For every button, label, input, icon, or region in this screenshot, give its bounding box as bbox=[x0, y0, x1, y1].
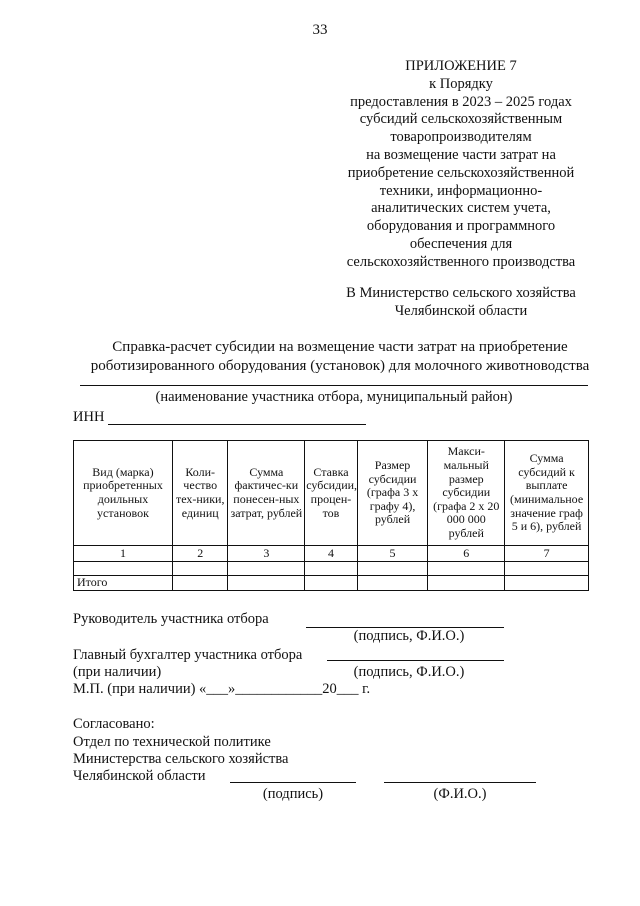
column-header: Вид (марка) приобретенных доильных установок bbox=[74, 441, 173, 546]
appendix-line: к Порядку bbox=[429, 75, 493, 92]
appendix-header bbox=[336, 58, 586, 272]
appendix-line: аналитических систем учета, bbox=[371, 200, 551, 217]
page-number: 33 bbox=[312, 22, 328, 38]
column-number: 3 bbox=[228, 546, 305, 562]
column-header: Сумма фактичес-ки понесен-ных затрат, рублей bbox=[228, 441, 305, 546]
column-number: 4 bbox=[305, 546, 358, 562]
total-label: Итого bbox=[74, 576, 173, 591]
head-signature-label: Руководитель участника отбора bbox=[73, 611, 269, 627]
column-header: Ставка субсидии, процен-тов bbox=[305, 441, 358, 546]
table-cell[interactable] bbox=[505, 576, 589, 591]
column-header: Размер субсидии (графа 3 х графу 4), рублей bbox=[357, 441, 428, 546]
addressee-line: В Министерство сельского хозяйства bbox=[346, 285, 576, 301]
accountant-signature-caption: (подпись, Ф.И.О.) bbox=[353, 664, 465, 680]
table-cell[interactable] bbox=[228, 576, 305, 591]
appendix-line: оборудования и программного bbox=[366, 218, 556, 235]
table-cell[interactable] bbox=[172, 576, 228, 591]
column-header: Коли-чество тех-ники, единиц bbox=[172, 441, 228, 546]
table-cell[interactable] bbox=[305, 562, 358, 576]
appendix-title: ПРИЛОЖЕНИЕ 7 bbox=[405, 58, 517, 74]
head-signature-caption: (подпись, Ф.И.О.) bbox=[353, 628, 465, 644]
appendix-line: техники, информационно- bbox=[379, 182, 543, 199]
table-cell[interactable] bbox=[357, 562, 428, 576]
document-title-line: роботизированного оборудования (установок) для молочного животноводства bbox=[90, 358, 590, 374]
document-title-line: Справка-расчет субсидии на возмещение части затрат на приобретение bbox=[112, 339, 568, 355]
table-cell[interactable] bbox=[305, 576, 358, 591]
column-number: 2 bbox=[172, 546, 228, 562]
addressee bbox=[336, 284, 586, 320]
column-header: Макси-мальный размер субсидии (графа 2 х 20 000 000 рублей bbox=[428, 441, 505, 546]
subsidy-calculation-table bbox=[73, 440, 589, 591]
table-cell[interactable] bbox=[428, 562, 505, 576]
document-title bbox=[60, 338, 620, 376]
stamp-date-line: М.П. (при наличии) «___»____________20___ г. bbox=[73, 681, 371, 697]
table-row bbox=[74, 562, 589, 576]
participant-name-caption: (наименование участника отбора, муниципальный район) bbox=[155, 389, 513, 405]
table-cell[interactable] bbox=[74, 562, 173, 576]
addressee-line: Челябинской области bbox=[394, 303, 528, 319]
accountant-note: (при наличии) bbox=[73, 664, 162, 680]
inn-label: ИНН bbox=[73, 409, 105, 425]
approval-name-caption: (Ф.И.О.) bbox=[433, 786, 487, 802]
column-number: 6 bbox=[428, 546, 505, 562]
appendix-line: товаропроизводителям bbox=[390, 129, 532, 146]
approval-line: Челябинской области bbox=[73, 768, 206, 784]
table-cell[interactable] bbox=[357, 576, 428, 591]
table-cell[interactable] bbox=[428, 576, 505, 591]
accountant-signature-field[interactable] bbox=[327, 660, 504, 661]
appendix-line: на возмещение части затрат на bbox=[366, 146, 556, 163]
column-number: 5 bbox=[357, 546, 428, 562]
approval-line: Министерства сельского хозяйства bbox=[73, 751, 289, 767]
table-cell[interactable] bbox=[505, 562, 589, 576]
approval-name-field[interactable] bbox=[384, 782, 536, 783]
appendix-line: сельскохозяйственного производства bbox=[346, 253, 576, 270]
appendix-line: обеспечения для bbox=[409, 235, 513, 252]
approval-signature-field[interactable] bbox=[230, 782, 356, 783]
column-number: 1 bbox=[74, 546, 173, 562]
approval-line: Отдел по технической политике bbox=[73, 734, 271, 750]
appendix-line: предоставления в 2023 – 2025 годах bbox=[350, 93, 572, 110]
column-number: 7 bbox=[505, 546, 589, 562]
table-cell[interactable] bbox=[228, 562, 305, 576]
table-cell[interactable] bbox=[172, 562, 228, 576]
inn-field[interactable] bbox=[108, 424, 366, 425]
column-header: Сумма субсидий к выплате (минимальное значение граф 5 и 6), рублей bbox=[505, 441, 589, 546]
approval-signature-caption: (подпись) bbox=[262, 786, 324, 802]
participant-name-field[interactable] bbox=[80, 385, 588, 386]
accountant-signature-label: Главный бухгалтер участника отбора bbox=[73, 647, 303, 663]
total-row bbox=[74, 576, 589, 591]
approval-title: Согласовано: bbox=[73, 716, 155, 732]
appendix-line: субсидий сельскохозяйственным bbox=[359, 111, 563, 128]
appendix-line: приобретение сельскохозяйственной bbox=[347, 164, 575, 181]
